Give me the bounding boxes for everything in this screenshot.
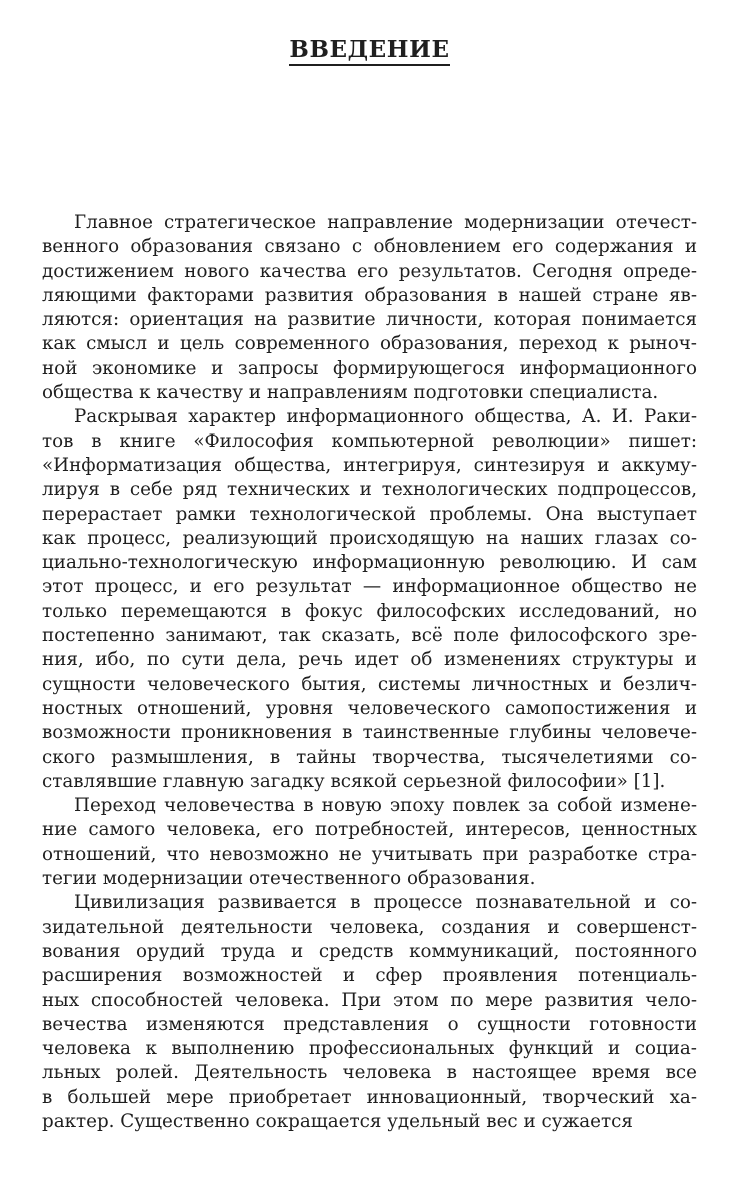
text-line: ставлявшие главную загадку всякой серьезной философии» [1]. (42, 770, 666, 792)
text-line: ния, ибо, по сути дела, речь идет об изменениях структуры и (42, 649, 697, 671)
paragraph (42, 211, 697, 405)
text-line: возможности проникновения в таинственные глубины человече- (42, 722, 697, 744)
text-line: Главное стратегическое направление модернизации отечест- (74, 212, 697, 233)
paragraph (42, 794, 697, 891)
text-line: тегии модернизации отечественного образования. (42, 868, 536, 890)
text-line: ной экономике и запросы формирующегося информационного (42, 357, 697, 379)
text-line: ского размышления, в тайны творчества, тысячелетиями со- (42, 746, 697, 768)
document-page (42, 0, 697, 1182)
paragraph (42, 891, 697, 1134)
text-line: общества к качеству и направлениям подготовки специалиста. (42, 382, 659, 404)
text-line: отношений, что невозможно не учитывать при разработке стра- (42, 843, 697, 865)
page-title (42, 36, 697, 63)
text-line: как процесс, реализующий происходящую на наших глазах со- (42, 527, 697, 549)
text-line: «Информатизация общества, интегрируя, синтезируя и аккуму- (42, 454, 697, 476)
text-line: рактер. Существенно сокращается удельный вес и сужается (42, 1110, 633, 1132)
text-line: ние самого человека, его потребностей, интересов, ценностных (42, 819, 697, 841)
text-line: в большей мере приобретает инновационный, творческий ха- (42, 1086, 697, 1108)
text-line: расширения возможностей и сфер проявления потенциаль- (42, 965, 697, 987)
paragraph (42, 405, 697, 794)
text-line: зидательной деятельности человека, создания и совершенст- (42, 916, 697, 938)
text-line: льных ролей. Деятельность человека в настоящее время все (42, 1062, 697, 1084)
text-line: Цивилизация развивается в процессе познавательной и со- (74, 892, 697, 914)
text-line: сущности человеческого бытия, системы личностных и безлич- (42, 673, 697, 695)
text-line: Переход человечества в новую эпоху повлек за собой измене- (74, 795, 697, 817)
text-line: ляются: ориентация на развитие личности, которая понимается (42, 309, 697, 331)
text-line: этот процесс, и его результат — информационное общество не (42, 576, 697, 598)
page-title-text: ВВЕДЕНИЕ (289, 36, 449, 66)
text-line: вования орудий труда и средств коммуникаций, постоянного (42, 940, 697, 962)
text-line: венного образования связано с обновлением его содержания и (42, 236, 697, 258)
text-line: как смысл и цель современного образования, переход к рыноч- (42, 333, 697, 355)
text-line: человека к выполнению профессиональных функций и социа- (42, 1038, 697, 1060)
text-line: Раскрывая характер информационного общества, А. И. Раки- (74, 406, 697, 428)
text-line: циально-технологическую информационную революцию. И сам (42, 552, 697, 574)
text-line: лируя в себе ряд технических и технологических подпроцессов, (42, 479, 697, 501)
text-line: достижением нового качества его результатов. Сегодня опреде- (42, 260, 697, 282)
text-line: тов в книге «Философия компьютерной революции» пишет: (42, 430, 697, 452)
text-line: ляющими факторами развития образования в нашей стране яв- (42, 284, 697, 306)
text-line: вечества изменяются представления о сущности готовности (42, 1013, 697, 1035)
text-line: только перемещаются в фокус философских исследований, но (42, 600, 697, 622)
text-line: ностных отношений, уровня человеческого самопостижения и (42, 697, 697, 719)
text-line: перерастает рамки технологической проблемы. Она выступает (42, 503, 697, 525)
text-line: ных способностей человека. При этом по мере развития чело- (42, 989, 697, 1011)
text-line: постепенно занимают, так сказать, всё поле философского зре- (42, 625, 697, 647)
body-text (42, 211, 697, 1134)
